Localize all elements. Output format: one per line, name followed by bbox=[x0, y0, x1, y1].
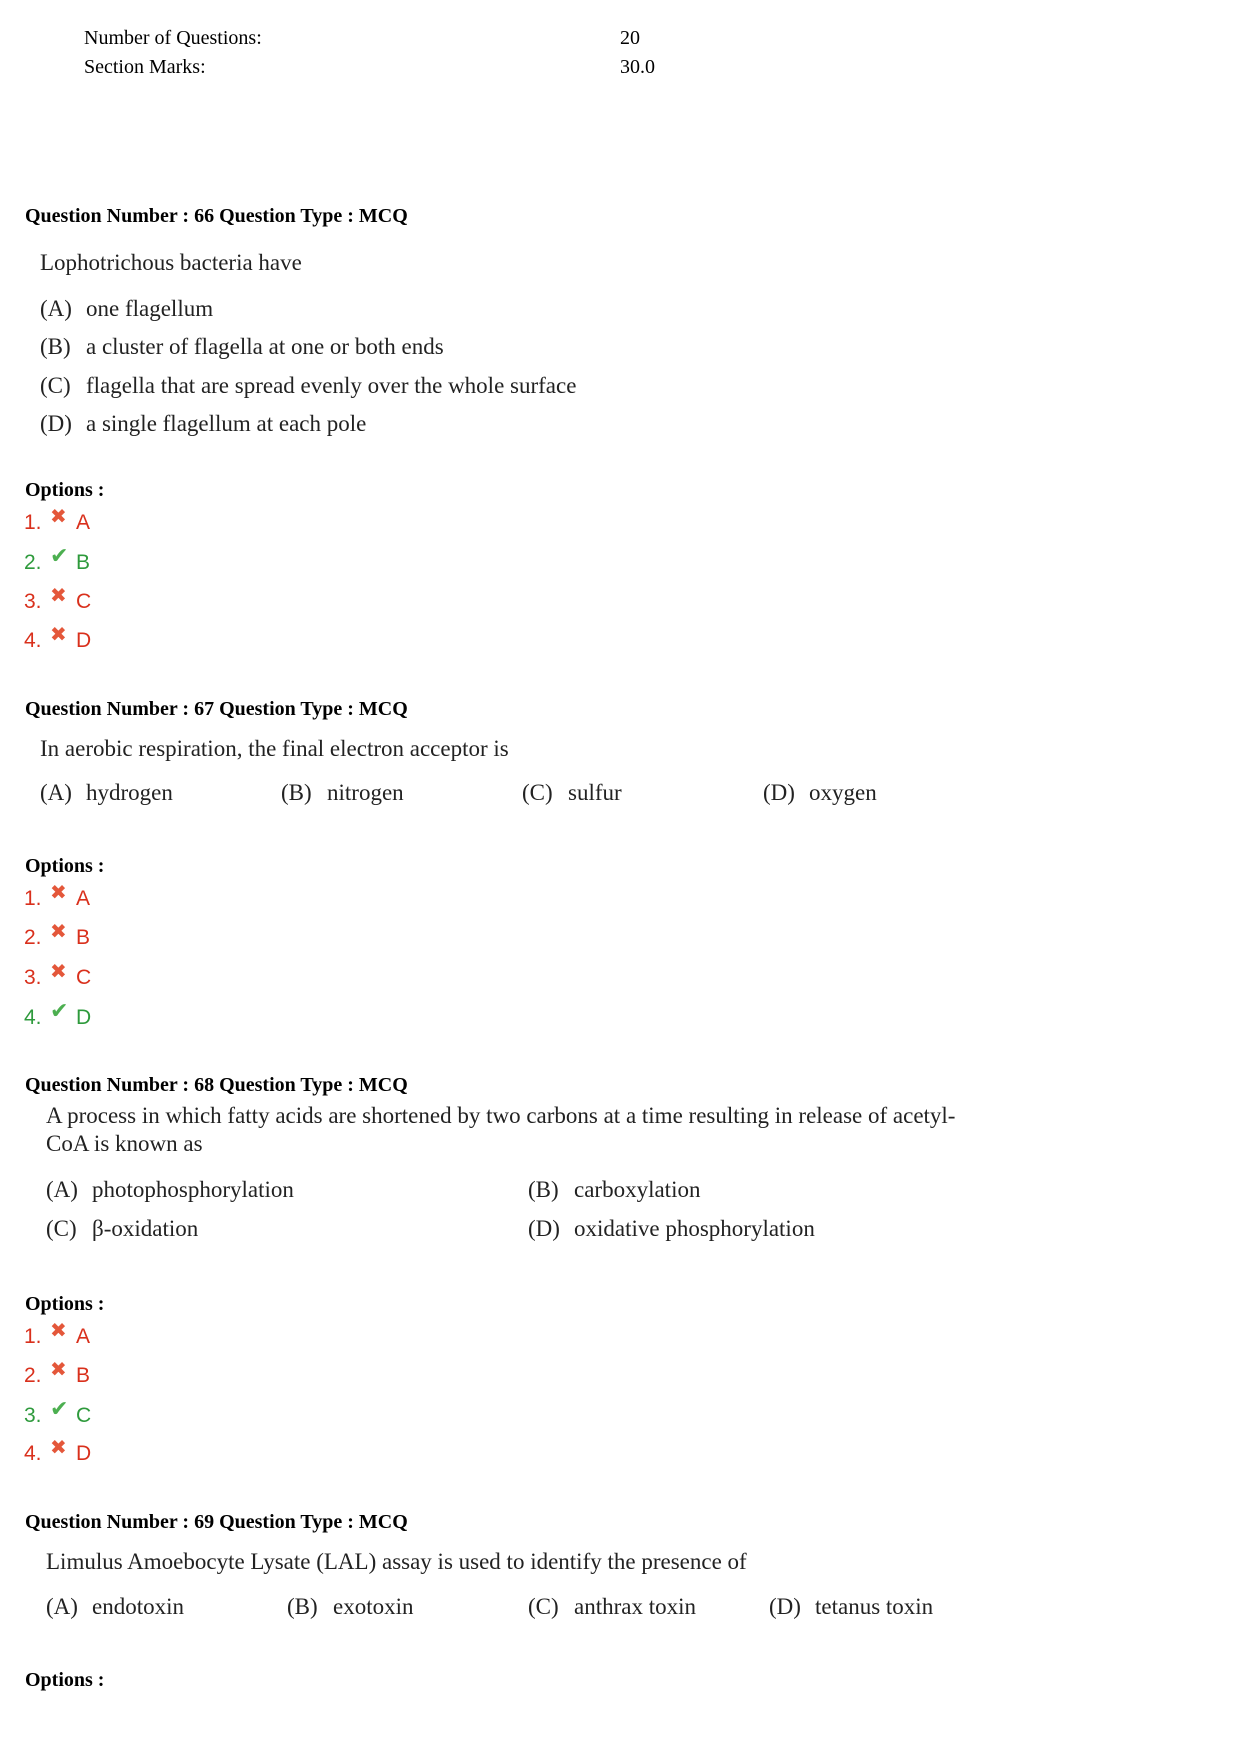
choice-label: (C) bbox=[46, 1216, 77, 1241]
option-row bbox=[24, 998, 92, 1032]
choice-label: (A) bbox=[40, 296, 72, 321]
choice-label: (B) bbox=[287, 1594, 318, 1619]
option-letter: A bbox=[76, 887, 91, 910]
num-questions-label: Number of Questions: bbox=[84, 27, 262, 49]
choice bbox=[528, 1594, 696, 1620]
question-header: Question Number : 69 Question Type : MCQ bbox=[25, 1511, 408, 1533]
choice-label: (C) bbox=[528, 1594, 559, 1619]
choice-label: (A) bbox=[46, 1594, 78, 1619]
cross-icon: ✖ bbox=[50, 921, 67, 943]
option-number: 2. bbox=[24, 926, 42, 949]
cross-icon: ✖ bbox=[50, 961, 67, 983]
choice-text: a cluster of flagella at one or both ends bbox=[86, 334, 444, 359]
check-icon: ✔ bbox=[50, 1396, 69, 1421]
choice-label: (C) bbox=[40, 373, 71, 398]
choice bbox=[40, 373, 576, 399]
choice-text: a single flagellum at each pole bbox=[86, 411, 367, 436]
option-row bbox=[24, 585, 92, 617]
question-text: A process in which fatty acids are shortened by two carbons at a time resulting in release of acetyl- bbox=[46, 1103, 956, 1128]
choice-label: (C) bbox=[522, 780, 553, 805]
question-text: Limulus Amoebocyte Lysate (LAL) assay is used to identify the presence of bbox=[46, 1549, 747, 1574]
cross-icon: ✖ bbox=[50, 882, 67, 904]
cross-icon: ✖ bbox=[50, 1437, 67, 1459]
choice-text: tetanus toxin bbox=[815, 1594, 934, 1619]
choice-text: one flagellum bbox=[86, 296, 214, 321]
option-row bbox=[24, 543, 91, 577]
choice-label: (B) bbox=[40, 334, 71, 359]
choice-text: nitrogen bbox=[327, 780, 404, 805]
question-header: Question Number : 67 Question Type : MCQ bbox=[25, 698, 408, 720]
option-number: 3. bbox=[24, 590, 42, 613]
option-letter: C bbox=[76, 966, 92, 989]
choice-text: sulfur bbox=[568, 780, 622, 805]
options-heading: Options : bbox=[25, 1293, 105, 1315]
choice bbox=[528, 1216, 815, 1242]
choice bbox=[46, 1177, 294, 1203]
option-letter: B bbox=[76, 551, 91, 574]
option-row bbox=[24, 882, 91, 914]
cross-icon: ✖ bbox=[50, 1320, 67, 1342]
section-marks-label: Section Marks: bbox=[84, 56, 206, 78]
choice-label: (D) bbox=[528, 1216, 560, 1241]
choice-text: exotoxin bbox=[333, 1594, 414, 1619]
option-row bbox=[24, 1396, 92, 1430]
choice bbox=[522, 780, 622, 806]
choice-text: carboxylation bbox=[574, 1177, 701, 1202]
option-number: 1. bbox=[24, 511, 42, 534]
option-letter: B bbox=[76, 926, 91, 949]
choice-label: (A) bbox=[46, 1177, 78, 1202]
choice bbox=[40, 296, 213, 322]
options-heading: Options : bbox=[25, 1669, 105, 1691]
option-letter: D bbox=[76, 629, 92, 652]
option-letter: A bbox=[76, 1325, 91, 1348]
option-letter: C bbox=[76, 1404, 92, 1427]
choice bbox=[528, 1177, 700, 1203]
choice-text: β-oxidation bbox=[92, 1216, 199, 1241]
num-questions-value: 20 bbox=[620, 27, 640, 49]
section-marks-value: 30.0 bbox=[620, 56, 655, 78]
choice bbox=[763, 780, 877, 806]
option-row bbox=[24, 506, 91, 538]
choice bbox=[46, 1216, 198, 1242]
cross-icon: ✖ bbox=[50, 585, 67, 607]
option-number: 4. bbox=[24, 629, 42, 652]
check-icon: ✔ bbox=[50, 543, 69, 568]
choice bbox=[40, 780, 173, 806]
option-letter: D bbox=[76, 1006, 92, 1029]
check-icon: ✔ bbox=[50, 998, 69, 1023]
option-number: 2. bbox=[24, 551, 42, 574]
option-number: 3. bbox=[24, 966, 42, 989]
choice-text: hydrogen bbox=[86, 780, 173, 805]
cross-icon: ✖ bbox=[50, 1359, 67, 1381]
option-number: 1. bbox=[24, 887, 42, 910]
question-header: Question Number : 66 Question Type : MCQ bbox=[25, 205, 408, 227]
question-text: Lophotrichous bacteria have bbox=[40, 250, 302, 275]
choice-text: oxygen bbox=[809, 780, 877, 805]
choice bbox=[287, 1594, 414, 1620]
question-text: CoA is known as bbox=[46, 1131, 203, 1156]
option-number: 1. bbox=[24, 1325, 42, 1348]
option-number: 4. bbox=[24, 1006, 42, 1029]
option-row bbox=[24, 1437, 92, 1469]
question-text: In aerobic respiration, the final electron acceptor is bbox=[40, 736, 509, 761]
choice-text: photophosphorylation bbox=[92, 1177, 294, 1202]
option-row bbox=[24, 624, 92, 656]
option-row bbox=[24, 1359, 91, 1391]
cross-icon: ✖ bbox=[50, 624, 67, 646]
choice bbox=[40, 334, 444, 360]
option-row bbox=[24, 921, 91, 953]
option-number: 4. bbox=[24, 1442, 42, 1465]
choice-label: (B) bbox=[281, 780, 312, 805]
choice-label: (D) bbox=[40, 411, 72, 436]
choice-text: flagella that are spread evenly over the whole surface bbox=[86, 373, 577, 398]
choice-label: (A) bbox=[40, 780, 72, 805]
choice bbox=[40, 411, 366, 437]
choice-label: (D) bbox=[763, 780, 795, 805]
option-row bbox=[24, 1320, 91, 1352]
choice bbox=[46, 1594, 184, 1620]
option-letter: C bbox=[76, 590, 92, 613]
option-letter: B bbox=[76, 1364, 91, 1387]
option-letter: A bbox=[76, 511, 91, 534]
options-heading: Options : bbox=[25, 479, 105, 501]
option-number: 2. bbox=[24, 1364, 42, 1387]
option-number: 3. bbox=[24, 1404, 42, 1427]
choice bbox=[281, 780, 404, 806]
options-heading: Options : bbox=[25, 855, 105, 877]
choice-label: (D) bbox=[769, 1594, 801, 1619]
choice-text: oxidative phosphorylation bbox=[574, 1216, 815, 1241]
choice-text: endotoxin bbox=[92, 1594, 184, 1619]
cross-icon: ✖ bbox=[50, 506, 67, 528]
option-row bbox=[24, 961, 92, 993]
choice-label: (B) bbox=[528, 1177, 559, 1202]
choice bbox=[769, 1594, 933, 1620]
option-letter: D bbox=[76, 1442, 92, 1465]
choice-text: anthrax toxin bbox=[574, 1594, 696, 1619]
question-header: Question Number : 68 Question Type : MCQ bbox=[25, 1074, 408, 1096]
